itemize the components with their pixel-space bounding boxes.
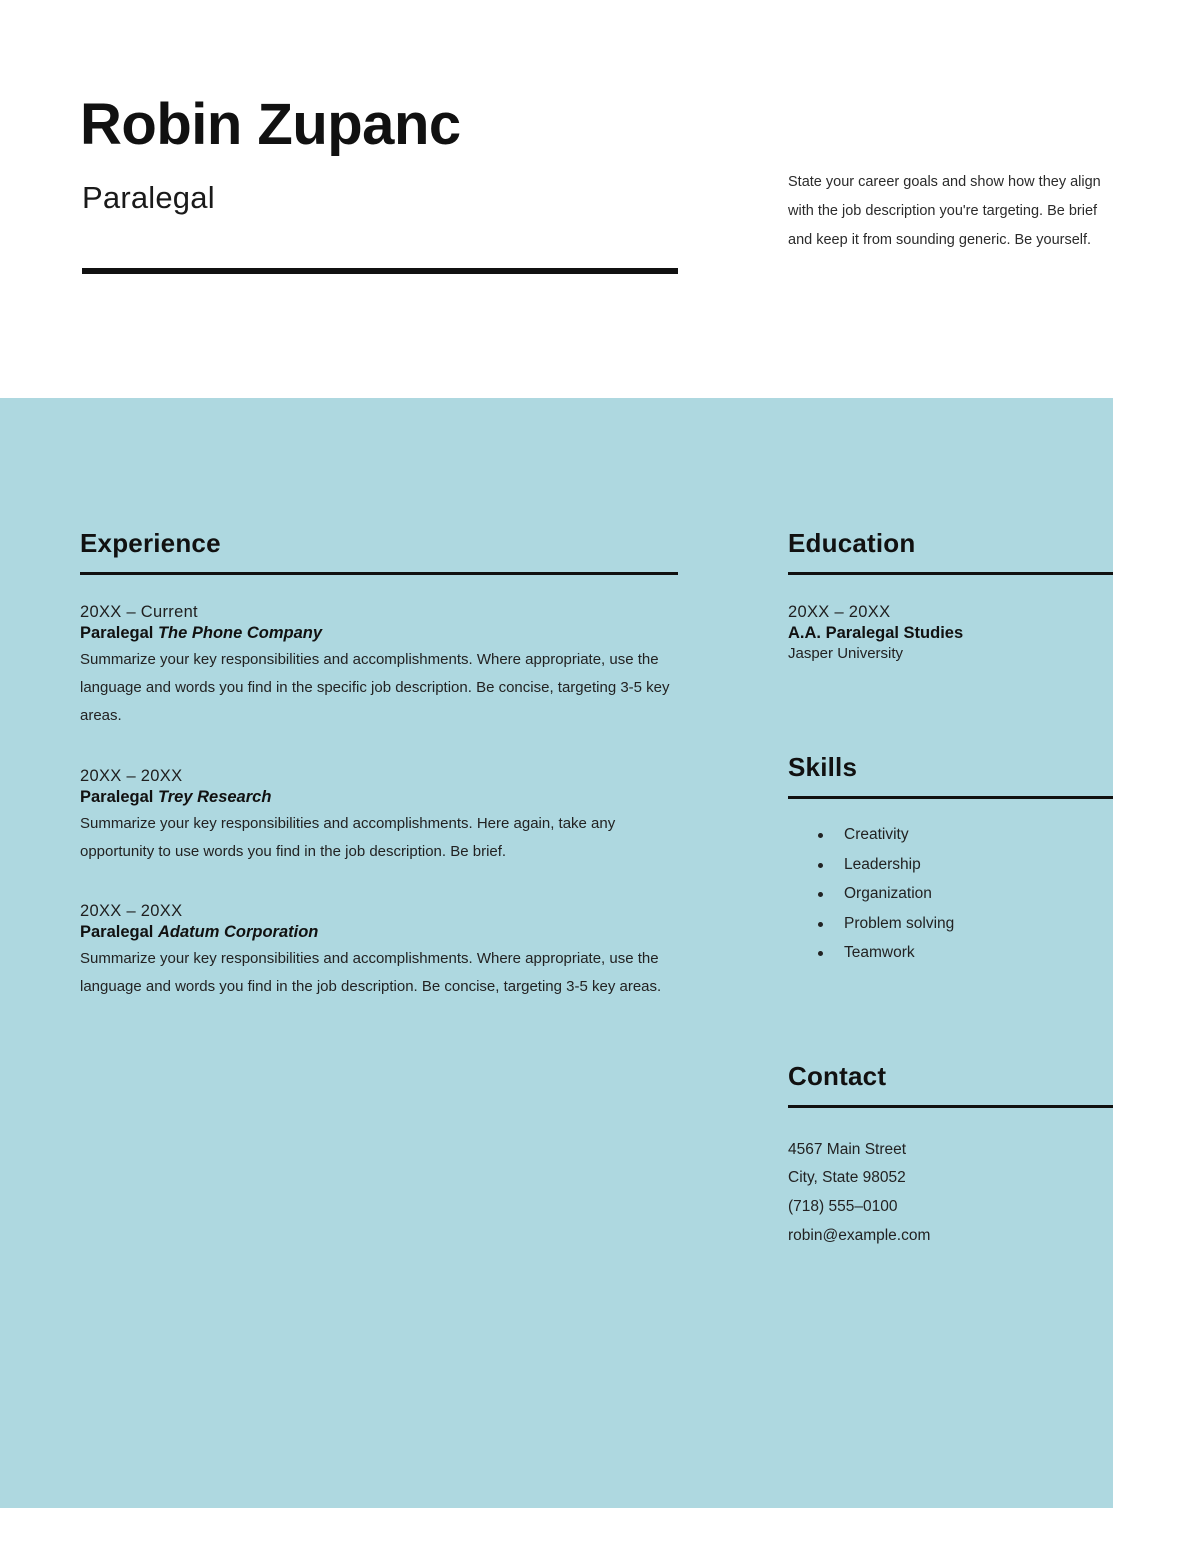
experience-entry-role (80, 788, 680, 807)
experience-entry-role (80, 923, 680, 942)
page-title: Robin Zupanc (80, 92, 461, 157)
experience-entry-company: The Phone Company (157, 624, 323, 642)
experience-entry-description: Summarize your key responsibilities and accomplishments. Here again, take any opportunity to use words you find in the job description. Be brief. (80, 814, 616, 860)
job-title: Paralegal (82, 180, 215, 215)
experience-entry (80, 902, 680, 1001)
experience-entry-company: Adatum Corporation (157, 922, 319, 941)
skills-heading: Skills (788, 752, 858, 782)
list-item: Organization (818, 886, 1113, 902)
list-item: Teamwork (818, 945, 1113, 961)
education-divider (788, 572, 1113, 575)
resume-body-panel (0, 398, 1113, 1508)
experience-entry-description: Summarize your key responsibilities and accomplishments. Where appropriate, use the language and words you find in the job description. Be concise, targeting 3-5 key areas. (80, 949, 662, 996)
list-item: Leadership (818, 857, 1113, 873)
experience-entry-title: Paralegal (80, 624, 158, 642)
education-degree: A.A. Paralegal Studies (788, 624, 964, 642)
experience-entry-dates: 20XX – Current (80, 603, 198, 621)
contact-divider (788, 1105, 1113, 1108)
spacer (788, 662, 1113, 752)
education-entry (788, 603, 1113, 662)
contact-city: City, State 98052 (788, 1169, 906, 1187)
experience-entry-title: Paralegal (80, 922, 158, 941)
education-dates: 20XX – 20XX (788, 603, 891, 621)
header-divider (82, 268, 678, 274)
experience-entry-description: Summarize your key responsibilities and accomplishments. Where appropriate, use the language and words you find in the specific job description. Be concise, targeting 3-5 key areas. (80, 651, 670, 725)
right-column (788, 528, 1113, 1250)
contact-heading: Contact (788, 1060, 887, 1091)
skills-divider (788, 796, 1113, 799)
experience-entry-dates: 20XX – 20XX (80, 901, 183, 920)
list-item: Problem solving (818, 916, 1113, 932)
list-item: Creativity (818, 827, 1113, 843)
experience-entry (80, 767, 680, 866)
experience-entry-title: Paralegal (80, 787, 158, 806)
contact-phone: (718) 555–0100 (788, 1197, 898, 1215)
experience-heading: Experience (80, 528, 221, 558)
resume-header (0, 0, 1200, 398)
experience-divider (80, 572, 678, 575)
education-school: Jasper University (788, 645, 904, 662)
contact-street: 4567 Main Street (788, 1140, 907, 1158)
contact-email[interactable]: robin@example.com (788, 1226, 931, 1244)
left-column (80, 528, 680, 1001)
skills-list (788, 827, 1113, 961)
experience-entry (80, 603, 680, 731)
experience-entry-company: Trey Research (157, 787, 272, 806)
education-heading: Education (788, 528, 916, 558)
experience-entry-dates: 20XX – 20XX (80, 766, 183, 785)
experience-entry-role (80, 624, 680, 643)
objective-statement: State your career goals and show how they align with the job description you're targeting. Be brief and keep it from sounding generic. Be yourself. (788, 174, 1101, 248)
spacer (788, 975, 1113, 1061)
